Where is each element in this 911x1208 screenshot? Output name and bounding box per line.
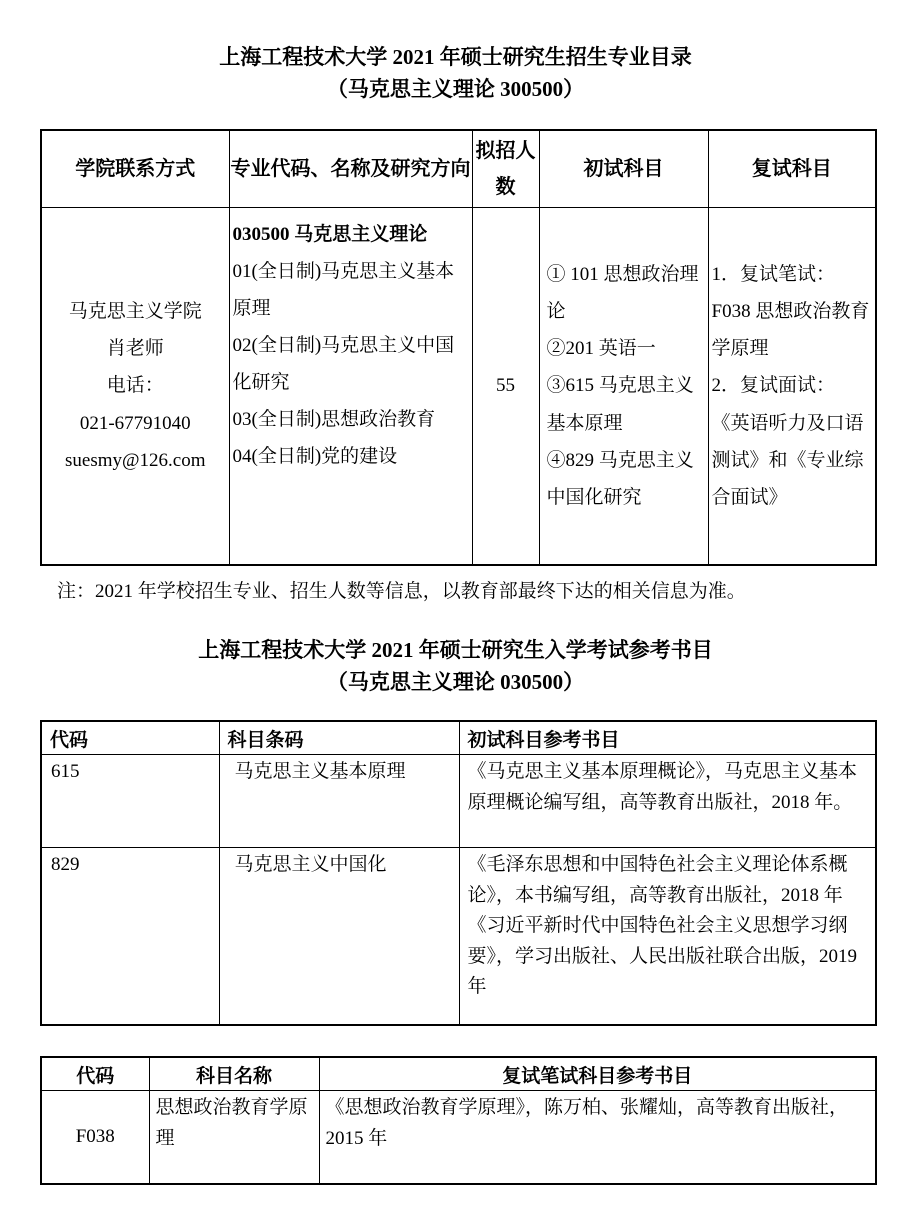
cell-program-directions bbox=[229, 208, 472, 566]
book-entry: 《毛泽东思想和中国特色社会主义理论体系概论》，本书编写组，高等教育出版社，2018 年 bbox=[467, 854, 848, 906]
catalog-title-line2: （马克思主义理论 300500） bbox=[326, 76, 585, 101]
reference-books bbox=[319, 1091, 876, 1185]
subject-code: F038 bbox=[41, 1091, 149, 1185]
reference-title bbox=[0, 635, 911, 698]
header-initial-exam: 初试科目 bbox=[539, 130, 708, 208]
header-subject-name: 科目名称 bbox=[149, 1057, 319, 1091]
retest-item-1: 1．复试笔试： bbox=[711, 264, 836, 286]
subject-code: 829 bbox=[41, 848, 219, 1026]
initial-exam-item-2: ②201 英语一 bbox=[546, 338, 656, 360]
college-name: 马克思主义学院 bbox=[68, 301, 202, 323]
header-retest-books: 复试笔试科目参考书目 bbox=[319, 1057, 876, 1091]
header-program: 专业代码、名称及研究方向 bbox=[229, 130, 472, 208]
contact-person: 肖老师 bbox=[106, 338, 164, 360]
contact-email: suesmy@126.com bbox=[65, 449, 206, 471]
initial-exam-item-4: ④829 马克思主义中国化研究 bbox=[546, 449, 694, 508]
subject-name: 思想政治教育学原理 bbox=[149, 1091, 319, 1185]
direction-01: 01(全日制)马克思主义基本原理 bbox=[232, 261, 455, 320]
header-retest: 复试科目 bbox=[708, 130, 876, 208]
initial-exam-item-3: ③615 马克思主义基本原理 bbox=[546, 375, 694, 434]
retest-item-4: 《英语听力及口语测试》和《专业综合面试》 bbox=[711, 412, 864, 508]
phone-number: 021-67791040 bbox=[79, 412, 191, 434]
book-entry: 《马克思主义基本原理概论》，马克思主义基本原理概论编写组，高等教育出版社，2018 年。 bbox=[467, 761, 858, 813]
subject-code: 615 bbox=[41, 755, 219, 848]
direction-03: 03(全日制)思想政治教育 bbox=[232, 409, 436, 431]
initial-exam-reference-table bbox=[40, 720, 877, 1026]
note-text: 注：2021 年学校招生专业、招生人数等信息，以教育部最终下达的相关信息为准。 bbox=[57, 581, 746, 602]
reference-title-line1: 上海工程技术大学 2021 年硕士研究生入学考试参考书目 bbox=[198, 638, 713, 663]
reference-header-row bbox=[41, 721, 876, 755]
program-code-title: 030500 马克思主义理论 bbox=[232, 224, 428, 245]
retest-item-2: F038 思想政治教育学原理 bbox=[711, 301, 870, 360]
cell-quota: 55 bbox=[472, 208, 539, 566]
catalog-title bbox=[0, 42, 911, 105]
reference-books bbox=[459, 755, 876, 848]
table-row bbox=[41, 1091, 876, 1185]
reference-books bbox=[459, 848, 876, 1026]
reference-title-line2: （马克思主义理论 030500） bbox=[326, 669, 585, 694]
retest-reference-table bbox=[40, 1056, 877, 1185]
book-entry: 《思想政治教育学原理》，陈万柏、张耀灿，高等教育出版社， 2015 年 bbox=[325, 1097, 849, 1149]
retest-header-row bbox=[41, 1057, 876, 1091]
book-entry: 《习近平新时代中国特色社会主义思想学习纲要》，学习出版社、人民出版社联合出版，2019 年 bbox=[467, 915, 858, 997]
table-row bbox=[41, 755, 876, 848]
catalog-data-row bbox=[41, 208, 876, 566]
cell-initial-exam bbox=[539, 208, 708, 566]
subject-name: 马克思主义基本原理 bbox=[219, 755, 459, 848]
header-initial-books: 初试科目参考书目 bbox=[459, 721, 876, 755]
cell-retest bbox=[708, 208, 876, 566]
direction-02: 02(全日制)马克思主义中国化研究 bbox=[232, 335, 455, 394]
catalog-header-row bbox=[41, 130, 876, 208]
table-row bbox=[41, 848, 876, 1026]
initial-exam-item-1: ① 101 思想政治理论 bbox=[546, 264, 699, 323]
retest-item-3: 2．复试面试： bbox=[711, 375, 836, 397]
header-quota: 拟招人数 bbox=[472, 130, 539, 208]
header-code: 代码 bbox=[41, 1057, 149, 1091]
catalog-title-line1: 上海工程技术大学 2021 年硕士研究生招生专业目录 bbox=[219, 45, 692, 69]
phone-label: 电话： bbox=[106, 375, 164, 397]
header-subject-barcode: 科目条码 bbox=[219, 721, 459, 755]
admission-catalog-table bbox=[40, 129, 877, 566]
subject-name: 马克思主义中国化 bbox=[219, 848, 459, 1026]
header-contact: 学院联系方式 bbox=[41, 130, 229, 208]
header-code: 代码 bbox=[41, 721, 219, 755]
cell-college-contact bbox=[41, 208, 229, 566]
direction-04: 04(全日制)党的建设 bbox=[232, 446, 398, 468]
